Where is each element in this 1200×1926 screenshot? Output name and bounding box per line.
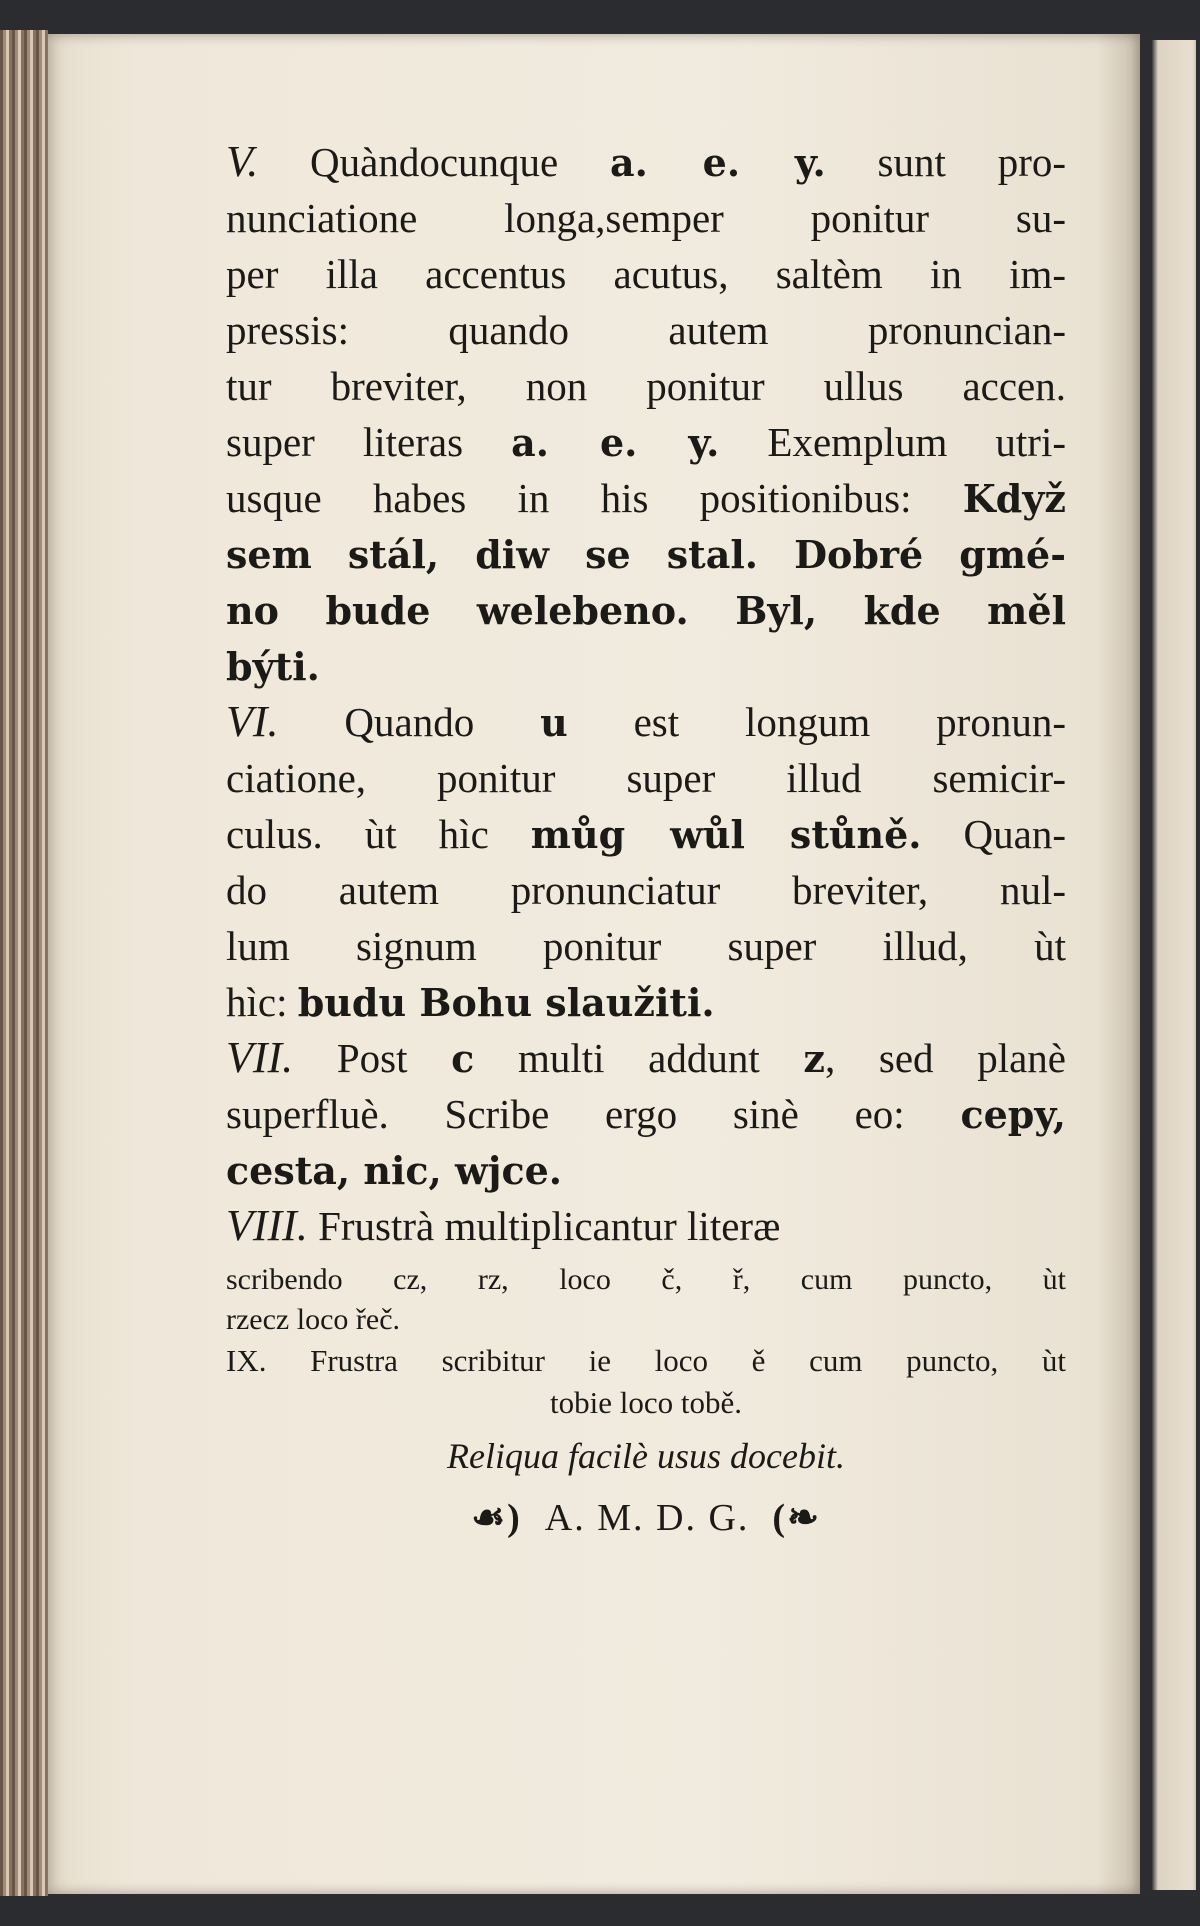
czech-example-text: no bude welebeno. Byl, kde měl (226, 588, 1066, 633)
czech-example-text: a. e. y. (610, 140, 826, 185)
text-line (226, 190, 1066, 246)
roman-text: culus. ùt hìc (226, 811, 531, 857)
text-line: IX. Frustra scribitur ie loco ě cum puncto, ùt (226, 1343, 1066, 1378)
closing-line: Reliqua facilè usus docebit. (447, 1436, 845, 1476)
text-line (226, 974, 1066, 1030)
czech-example-text: z (803, 1036, 825, 1081)
roman-text: multi addunt (474, 1035, 804, 1081)
rules-sections (226, 134, 1066, 1254)
roman-text: pressis: quando autem pronuncian- (226, 307, 1066, 353)
book-page-edges (0, 30, 48, 1900)
roman-text: lum signum ponitur super illud, ùt (226, 923, 1066, 969)
czech-example-text: a. e. y. (511, 420, 720, 465)
czech-example-text: sem stál, diw se stal. Dobré gmé- (226, 532, 1066, 577)
czech-example-text: můg wůl stůně. (530, 812, 922, 857)
amdg-line (226, 1490, 1066, 1546)
text-line: tobie loco tobě. (550, 1385, 742, 1420)
next-page-edge (1152, 40, 1196, 1890)
roman-text: sunt pro- (825, 139, 1067, 185)
czech-example-text: u (540, 700, 568, 745)
roman-text: Quàndocunque (310, 139, 611, 185)
czech-example-text: býti. (226, 644, 320, 689)
section-numeral: VI. (226, 697, 279, 746)
scan-top-border (0, 0, 1200, 32)
roman-text: do autem pronunciatur breviter, nul- (226, 867, 1066, 913)
text-line (226, 694, 1066, 750)
czech-example-text: Když (962, 476, 1066, 521)
roman-text: usque habes in his positionibus: (226, 475, 963, 521)
text-line (226, 638, 1066, 694)
text-line (226, 470, 1066, 526)
text-line (226, 582, 1066, 638)
section-numeral: V. (226, 137, 259, 186)
roman-text: nunciatione longa,semper ponitur su- (226, 195, 1066, 241)
text-line (226, 1030, 1066, 1086)
roman-text: hìc: (226, 979, 298, 1025)
roman-text: per illa accentus acutus, saltèm in im- (226, 251, 1066, 297)
text-line: scribendo cz, rz, loco č, ř, cum puncto, ùt (226, 1263, 1066, 1296)
text-line: rzecz loco řeč. (226, 1303, 401, 1336)
text-line (226, 806, 1066, 862)
roman-text: Quan- (921, 811, 1066, 857)
page-text (226, 134, 1066, 1546)
text-line (226, 862, 1066, 918)
roman-text: ciatione, ponitur super illud semicir- (226, 755, 1066, 801)
section-numeral: VII. (226, 1033, 294, 1082)
roman-text: tur breviter, non ponitur ullus accen. (226, 363, 1066, 409)
text-line (226, 134, 1066, 190)
czech-example-text: budu Bohu slaužiti. (297, 980, 715, 1025)
rule-ix (226, 1340, 1066, 1424)
roman-text: superfluè. Scribe ergo sinè eo: (226, 1091, 961, 1137)
text-line (226, 358, 1066, 414)
text-line (226, 246, 1066, 302)
scan-bottom-border (0, 1896, 1200, 1926)
section-numeral: VIII. (226, 1201, 308, 1250)
roman-text: Frustrà multiplicantur literæ (318, 1203, 781, 1249)
text-line (226, 918, 1066, 974)
czech-example-text: cepy, (960, 1092, 1066, 1137)
text-line (226, 750, 1066, 806)
ornament-right-icon: (❧ (772, 1497, 821, 1539)
text-line (226, 1142, 1066, 1198)
text-line (226, 1198, 1066, 1254)
roman-text: Exemplum utri- (719, 419, 1066, 465)
roman-text: super literas (226, 419, 512, 465)
roman-text: , sed planè (825, 1035, 1066, 1081)
czech-example-text: c (451, 1036, 475, 1081)
text-line (226, 1086, 1066, 1142)
ornament-left-icon: ☙) (471, 1497, 522, 1539)
roman-text: est longum pronun- (567, 699, 1066, 745)
amdg-text: A. M. D. G. (544, 1497, 750, 1539)
text-line (226, 526, 1066, 582)
text-line (226, 302, 1066, 358)
roman-text: Post (336, 1035, 452, 1081)
rule-viii-continuation (226, 1260, 1066, 1340)
roman-text: Quando (344, 699, 541, 745)
czech-example-text: cesta, nic, wjce. (226, 1148, 563, 1193)
text-line (226, 414, 1066, 470)
